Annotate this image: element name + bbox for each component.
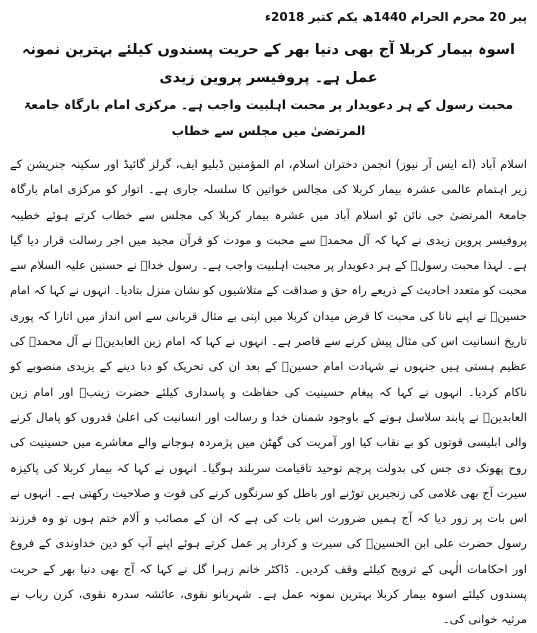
dateline: پیر 20 محرم الحرام 1440ھ یکم کتبر 2018ء (264, 10, 527, 24)
headline: اسوہ بیمار کربلا آج بھی دنیا بھر کے حریت پسندوں کیلئے بہترین نمونہ عمل ہے۔ پروفیسر پروین زیدی (22, 42, 515, 86)
article-body: اسلام آباد (اے ایس آر نیوز) انجمن دختران اسلام، ام المؤمنین ڈبلیو ایف، گرلز گائیڈ اور سکینہ جنریشن کے زیر اہتمام عالمی عشرہ بیمار کربلا کی مجالس خواتین کا سلسلہ جاری ہے۔ اتوار کو مرکزی امام بارگاہ جامعۃ المرتضیٰ جی نائن ٹو اسلام آباد میں عشرہ بیمار کربلا کی مجلس سے خطاب کرتے ہوئے خطیبہ پروفیسر پروین زیدی نے کہا کہ آل محمدؐ سے محبت و مودت کو قرآن مجید میں اجر رسالت قرار دیا گیا ہے۔ لہذا محبت رسولؐ کے ہر دعویدار پر محبت اہلبیت واجب ہے۔ رسول خداؐ نے حسنین علیہ السلام سے محبت کو متعدد احادیث کے ذریعے راہ حق و صداقت کے متلاشیوں کو نشان منزل بتادیا۔ انہوں نے کہا کہ امام حسینؑ نے اپنے نانا کی محبت کا قرض میدان کربلا میں اپنی بے مثال قربانی سے اس انداز میں اتارا کہ پوری تاریخ انسانیت اس کی مثال پیش کرنے سے قاصر ہے۔ انہوں نے کہا کہ امام زین العابدینؑ نے آل محمدؐ کی عظیم ہستی ہیں جنہوں نے شہادت امام حسینؑ کے بعد ان کی تحریک کو دبا دینے کے یزیدی منصوبے کو ناکام کردیا۔ انہوں نے کہا کہ پیغام حسینیت کی حفاظت و پاسداری کیلئے حضرت زینبؑ اور امام زین العابدینؑ نے پابند سلاسل ہونے کے باوجود شمنان خدا و رسالت اور انسانیت کی اعلیٰ قدروں کو پامال کرنے والی ابلیسی قوتوں کو بے نقاب کیا اور آمریت کی گھٹن میں پژمردہ ہوجانے والے معاشرے میں حسینیت کی روح پھونک دی جس کی بدولت پرچم توحید تاقیامت سربلند ہوگیا۔ انہوں نے کہا کہ بیمار کربلا کی پاکیزہ سیرت آج بھی غلامی کی زنجیریں توڑنے اور باطل کو سرنگوں کرنے کی قوت و صلاحیت رکھتی ہے۔ انہوں نے اس بات پر زور دیا کہ آج ہمیں ضرورت اس بات کی ہے کہ ان کے مصائب و آلام ختم ہوں تو وہ فرزند رسول حضرت علی ابن الحسینؑ کی سیرت و کردار پر عمل کرتے ہوئے اپنے آپ کو دین خداوندی کے فروغ اور احکامات الٰہی کے ترویج کیلئے وقف کردیں۔ ڈاکٹر خانم زہرا گل نے کہا کہ آج بھی دنیا بھر کے حریت پسندوں کیلئے اسوہ بیمار کربلا بہترین نمونہ عمل ہے۔ شہربانو نقوی، عائشہ سدرہ نقوی، کرن رباب نے مرثیہ خوانی کی۔ (10, 157, 527, 627)
subheadline: محبت رسول کے ہر دعویدار پر محبت اہلبیت واجب ہے۔ مرکزی امام بارگاہ جامعۃ المرتضیٰ میں مجلس سے خطاب (23, 97, 514, 138)
